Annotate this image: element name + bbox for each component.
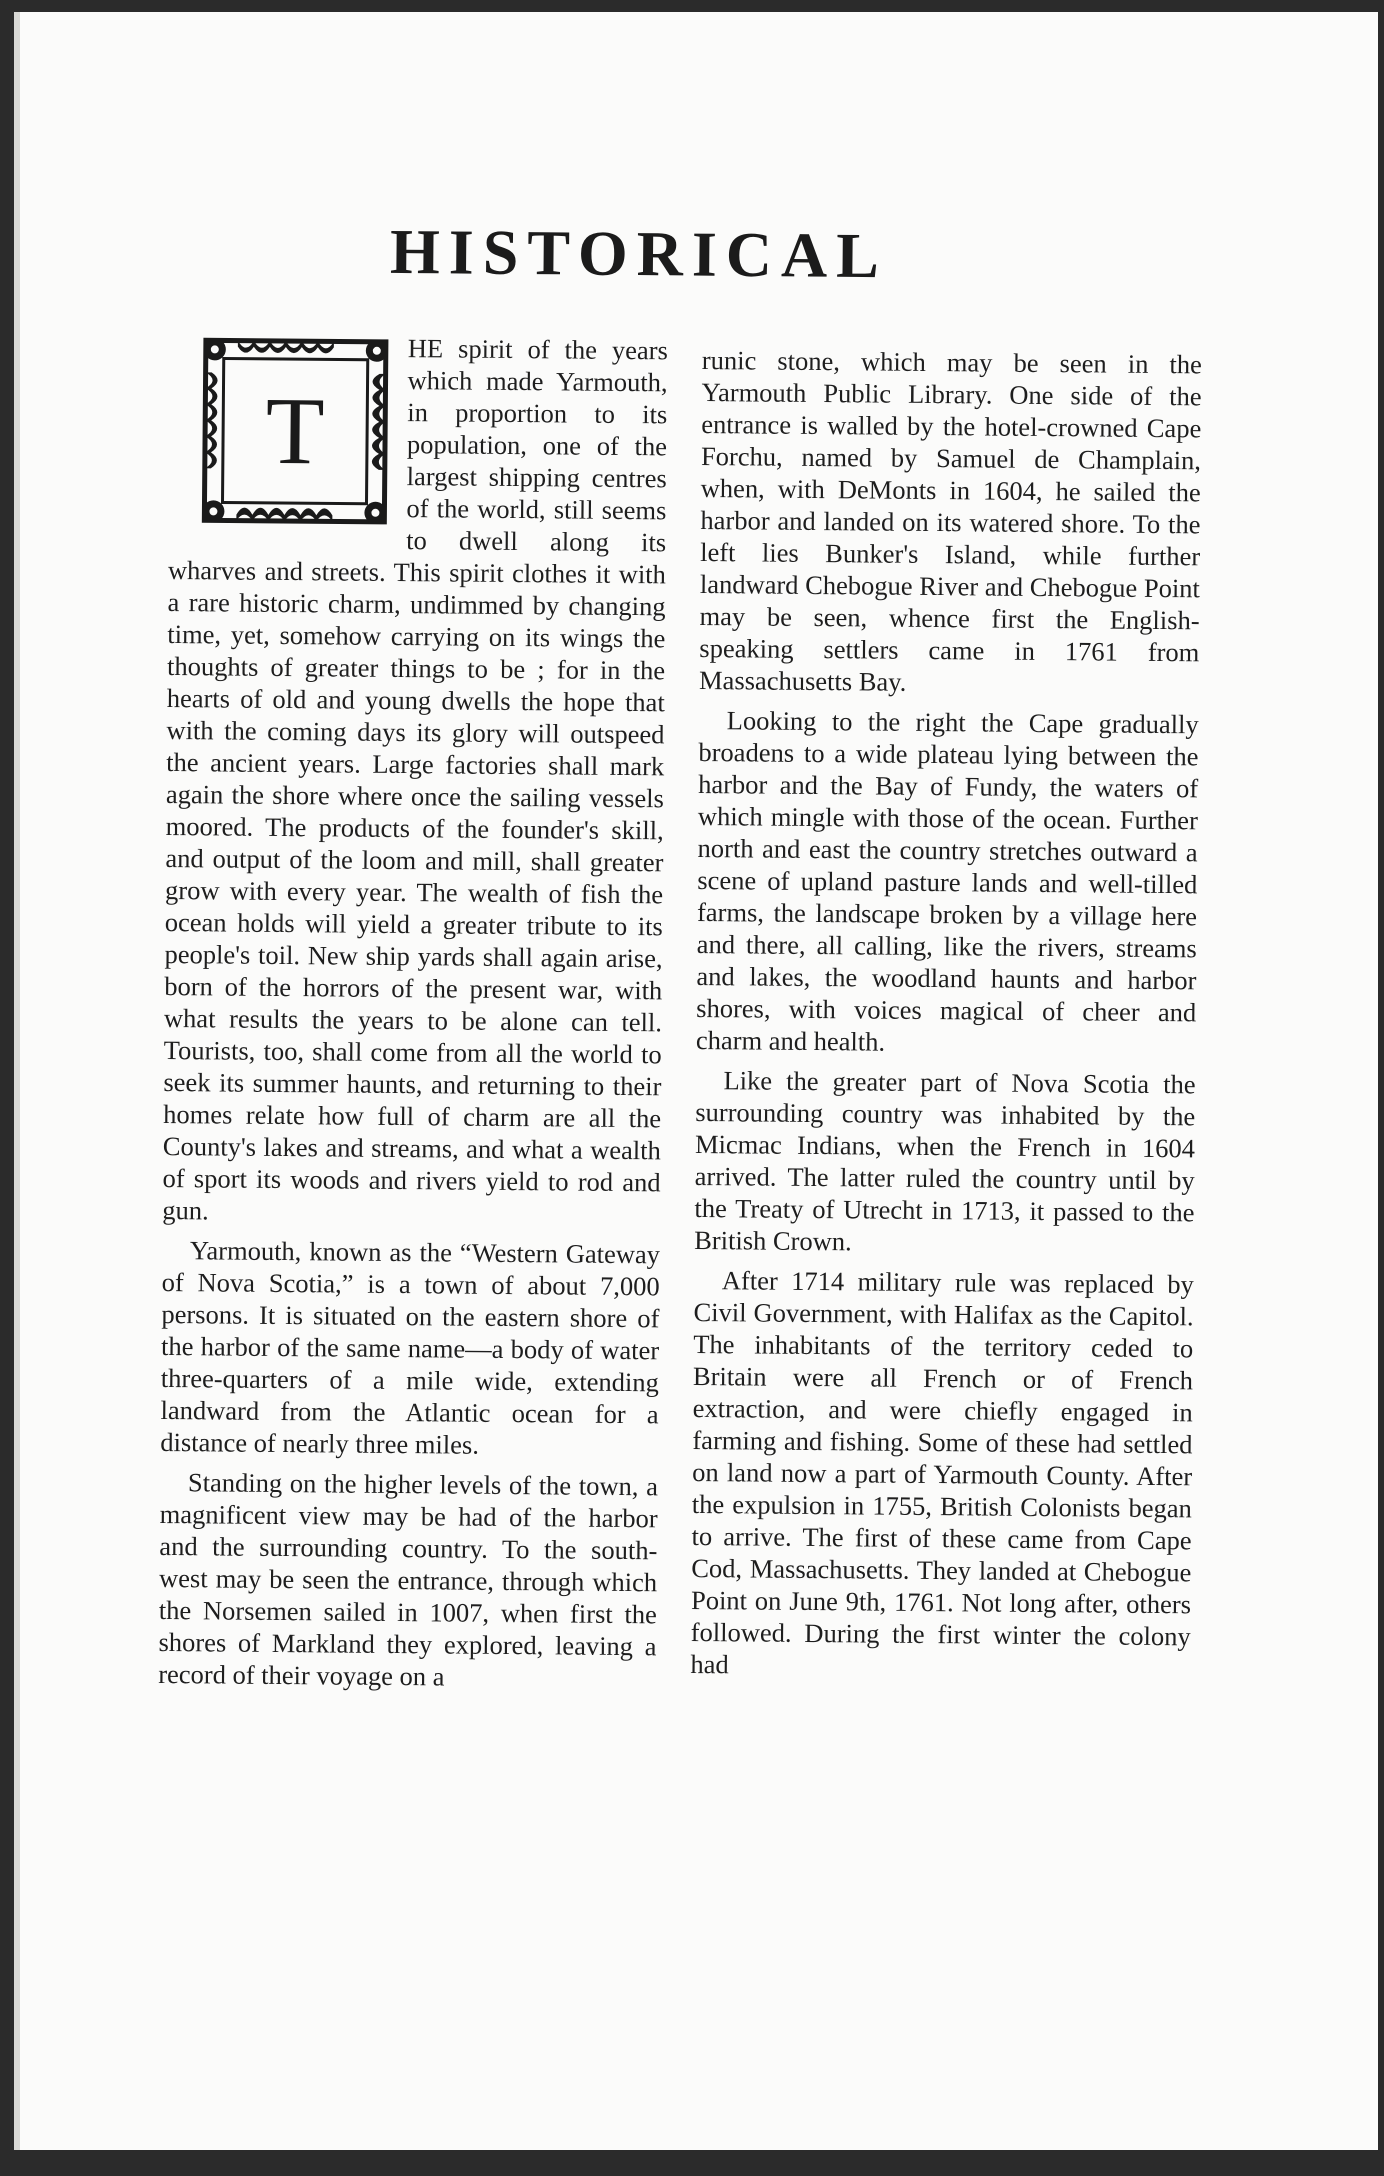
paragraph: Yarmouth, known as the “Western Gateway of Nova Scotia,” is a town of about 7,000 persons. It is situated on the eastern shore of the harbor of the same name—a body of water three-quarters of a mile wide, extending landward from the Atlantic ocean for a distance of nearly three miles. bbox=[160, 1235, 661, 1460]
left-column bbox=[158, 330, 668, 1702]
ornamental-dropcap bbox=[196, 332, 394, 530]
page-title: HISTORICAL bbox=[389, 215, 889, 292]
paragraph: HE spirit of the years which made Yarmouth, in proportion to its population, one of the largest shipping centres of the world, still seems to dwell along its wharves and streets. This spirit clothes it with a rare historic charm, undimmed by changing time, yet, somehow carrying on its wings the thoughts of greater things to be ; for in the hearts of old and young dwells the hope that with the coming days its glory will outspeed the ancient years. Large factories shall mark again the shore where once the sailing vessels moored. The products of the founder's skill, and output of the loom and mill, shall greater grow with every year. The wealth of fish the ocean holds will yield a greater tribute to its people's toil. New ship yards shall again arise, born of the horrors of the present war, with what results the years to be alone can tell. Tourists, too, shall come from all the world to seek its summer haunts, and returning to their homes relate how full of charm are all the County's lakes and streams, and what a wealth of sport its woods and rivers yield to rod and gun. bbox=[162, 333, 668, 1226]
paragraph: Standing on the higher levels of the town, a magnificent view may be had of the harbor and the surrounding country. To the south-west may be seen the entrance, through which the Norsemen sailed in 1007, when first the shores of Markland they explored, leaving a record of their voyage on a bbox=[158, 1467, 659, 1692]
book-page bbox=[14, 12, 1378, 2150]
right-column bbox=[690, 344, 1202, 1692]
paragraph: runic stone, which may be seen in the Yarmouth Public Library. One side of the entrance is walled by the hotel-crowned Cape Forchu, named by Samuel de Champlain, when, with DeMonts in 1604, he sailed the harbor and landed on its watered shore. To the left lies Bunker's Island, while further landward Chebogue River and Chebogue Point may be seen, whence first the English-speaking settlers came in 1761 from Massachusetts Bay. bbox=[698, 344, 1202, 697]
dropcap-letter: T bbox=[265, 376, 325, 485]
paragraph: Looking to the right the Cape gradually broadens to a wide plateau lying between the harbor and the Bay of Fundy, the waters of which mingle with those of the ocean. Further north and east the country stretches outward a scene of upland pasture lands and well-tilled farms, the landscape broken by a village here and there, all calling, like the rivers, streams and lakes, the woodland haunts and harbor shores, with voices magical of cheer and charm and health. bbox=[695, 705, 1199, 1057]
paragraph: After 1714 military rule was replaced by Civil Government, with Halifax as the Capitol. The inhabitants of the territory ceded to Britain were all French or of French extraction, and were chiefly engaged in farming and fishing. Some of these had settled on land now a part of Yarmouth County. After the expulsion in 1755, British Colonists began to arrive. The first of these came from Cape Cod, Massachusetts. They landed at Chebogue Point on June 9th, 1761. Not long after, others followed. During the first winter the colony had bbox=[690, 1265, 1194, 1680]
paragraph: Like the greater part of Nova Scotia the surrounding country was inhabited by the Micmac Indians, when the French in 1604 arrived. The latter ruled the country until by the Treaty of Utrecht in 1713, it passed to the British Crown. bbox=[694, 1065, 1196, 1257]
